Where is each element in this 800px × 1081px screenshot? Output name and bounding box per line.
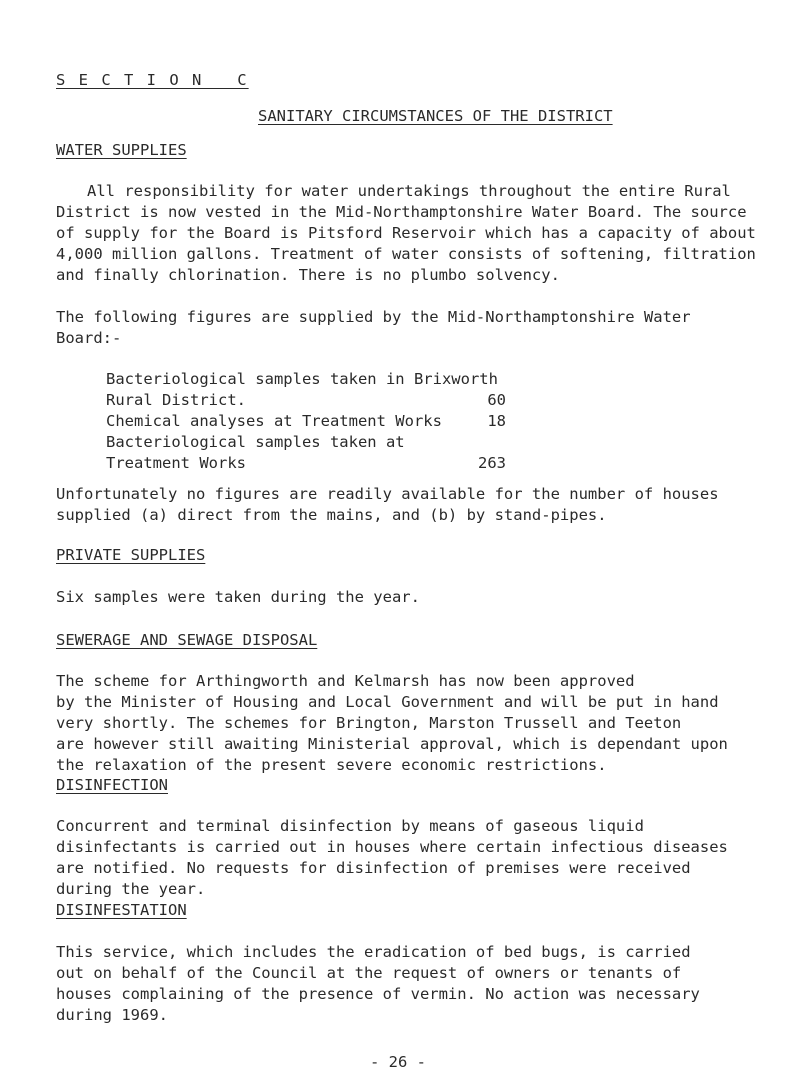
- row-label: Rural District.: [106, 391, 246, 409]
- row-value: 263: [478, 454, 506, 472]
- page-number: - 26 -: [370, 1053, 426, 1071]
- water-supplies-paragraph-3: Unfortunately no figures are readily available for the number of houses supplied (a) direct from the mains, and (b) by stand-pipes.: [56, 485, 719, 524]
- private-supplies-paragraph: Six samples were taken during the year.: [56, 588, 420, 606]
- disinfestation-heading: DISINFESTATION: [56, 901, 187, 919]
- section-label: S E C T I O N C: [56, 71, 249, 89]
- water-supplies-paragraph-1: All responsibility for water undertakings throughout the entire Rural District is now vested in the Mid-Northamptonshire Water Board. The source of supply for the Board is Pitsford Reservoir which has a capacity of about 4,000 million gallons. Treatment of water consists of softening, filtration and finally chlorination. There is no plumbo solvency.: [56, 182, 756, 284]
- water-supplies-heading: WATER SUPPLIES: [56, 141, 187, 159]
- row-label: Chemical analyses at Treatment Works: [106, 412, 442, 430]
- table-row: [106, 390, 506, 411]
- private-supplies-heading: PRIVATE SUPPLIES: [56, 546, 206, 564]
- row-value: 18: [487, 412, 506, 430]
- table-row: [106, 453, 506, 474]
- row-value: 60: [487, 391, 506, 409]
- disinfection-heading: DISINFECTION: [56, 776, 168, 794]
- table-row: [106, 432, 506, 453]
- sewerage-paragraph: The scheme for Arthingworth and Kelmarsh has now been approved by the Minister of Housing and Local Government and will be put in hand very shortly. The schemes for Brington, Marston Trussell and Teeton are however still awaiting Ministerial approval, which is dependant upon the relaxation of the present severe economic restrictions.: [56, 672, 728, 774]
- row-label: Treatment Works: [106, 454, 246, 472]
- disinfestation-paragraph: This service, which includes the eradication of bed bugs, is carried out on behalf of the Council at the request of owners or tenants of houses complaining of the presence of vermin. No action was necessary during 1969.: [56, 943, 700, 1024]
- water-supplies-paragraph-2: The following figures are supplied by the Mid-Northamptonshire Water Board:-: [56, 308, 691, 347]
- table-row: [106, 411, 506, 432]
- table-row: [106, 369, 506, 390]
- sewerage-heading: SEWERAGE AND SEWAGE DISPOSAL: [56, 631, 318, 649]
- row-label: Bacteriological samples taken in Brixworth: [106, 370, 498, 388]
- page-title: SANITARY CIRCUMSTANCES OF THE DISTRICT: [258, 107, 613, 125]
- figures-table: [106, 369, 506, 474]
- row-label: Bacteriological samples taken at: [106, 433, 405, 451]
- disinfection-paragraph: Concurrent and terminal disinfection by means of gaseous liquid disinfectants is carried out in houses where certain infectious diseases are notified. No requests for disinfection of premises were received during the year.: [56, 817, 728, 898]
